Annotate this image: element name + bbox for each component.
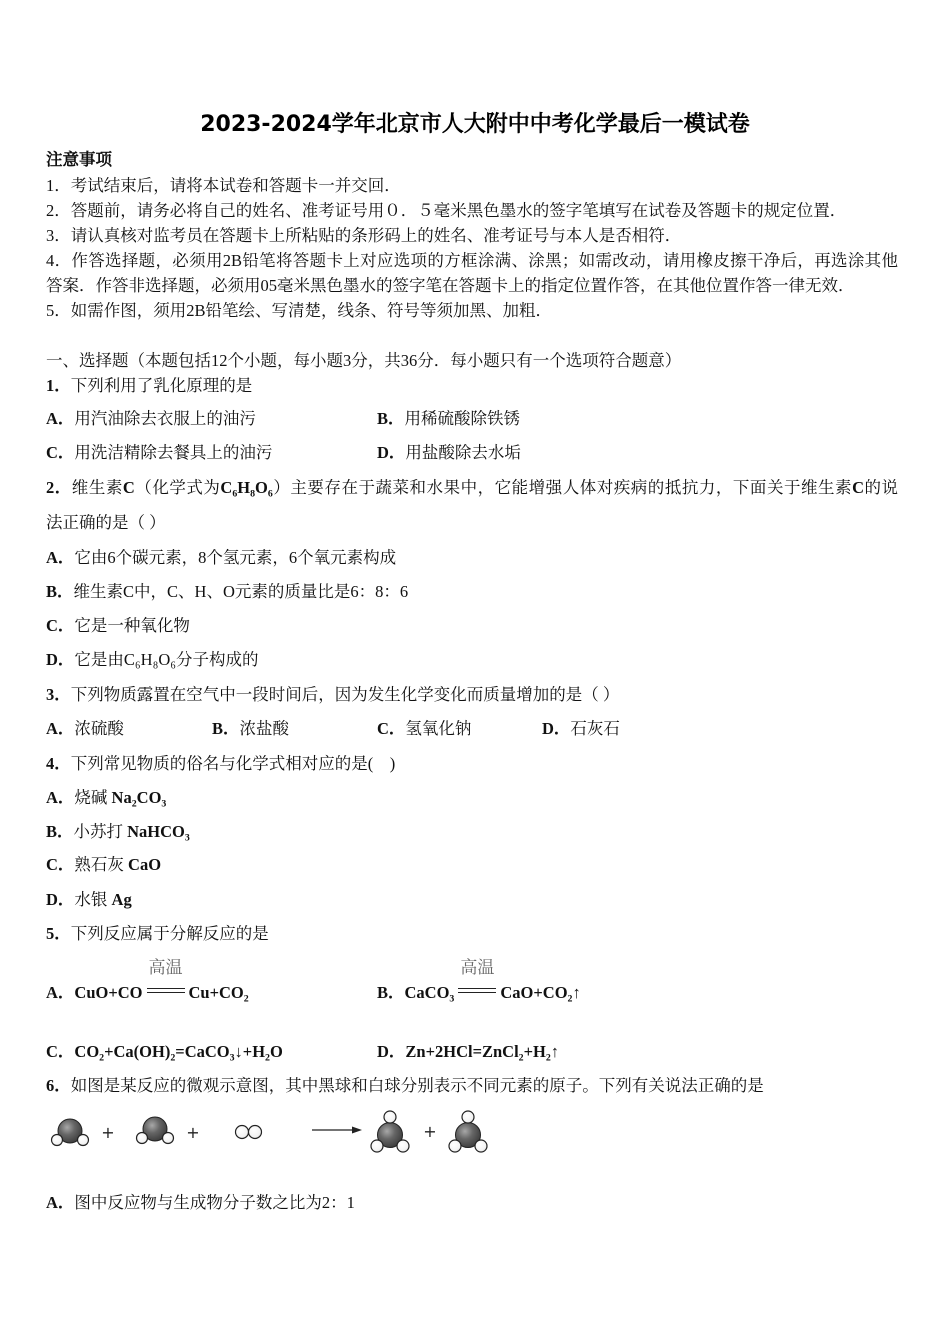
- option-label: A．: [46, 788, 75, 807]
- exam-title: 2023-2024学年北京市人大附中中考化学最后一模试卷: [200, 112, 750, 137]
- chemical-formula: CaO: [128, 855, 162, 874]
- option-text: 用汽油除去衣服上的油污: [74, 409, 256, 428]
- arrow-head: [352, 1127, 362, 1134]
- option-text: 图中反应物与生成物分子数之比为2：1: [74, 1193, 355, 1212]
- question-4-option-a: [46, 788, 166, 808]
- question-1-options-row-1: [46, 409, 898, 429]
- stem-part-latin: C: [122, 478, 135, 497]
- question-stem-text: 下列常见物质的俗名与化学式相对应的是( ): [70, 754, 396, 773]
- plus-sign: +: [101, 1123, 115, 1142]
- option-text: 它是一种氧化物: [74, 616, 190, 635]
- question-1-option-a: [46, 409, 256, 429]
- question-2-stem-line-1: [46, 478, 898, 498]
- chemical-equation: Zn+2HCl=ZnCl₂+H₂↑: [405, 1042, 560, 1061]
- white-atom: [249, 1126, 262, 1139]
- reactant-molecule-3: [236, 1126, 262, 1139]
- question-1-stem: [46, 376, 252, 396]
- chemical-equation: CO₂+Ca(OH)₂=CaCO₃↓+H₂O: [74, 1042, 283, 1061]
- option-label: C．: [46, 616, 75, 635]
- white-atom: [163, 1133, 174, 1144]
- question-6-option-a: [46, 1193, 355, 1213]
- condition-text: 高温: [148, 958, 183, 978]
- option-label: B．: [377, 409, 405, 428]
- reactants: CuO+CO: [74, 983, 143, 1002]
- option-text: 用洗洁精除去餐具上的油污: [74, 443, 273, 462]
- option-text: 烧碱: [74, 788, 112, 807]
- reaction-micro-diagram: [0, 1100, 520, 1160]
- chemical-formula: NaHCO₃: [127, 822, 190, 841]
- stem-part: ）主要存在于蔬菜和水果中，它能增强人体对疾病的抵抗力，下面关于维生素: [272, 478, 853, 497]
- product-molecule-1: [371, 1111, 409, 1152]
- option-text: 它是由C₆H₈O₆分子构成的: [74, 650, 259, 669]
- question-stem-text: 下列利用了乳化原理的是: [70, 376, 253, 395]
- section-heading: 一、选择题（本题包括12个小题，每小题3分，共36分．每小题只有一个选项符合题意）: [46, 351, 682, 370]
- question-number: 6．: [46, 1076, 71, 1095]
- white-atom: [52, 1135, 63, 1146]
- option-label: D．: [46, 650, 75, 669]
- option-text: 水银: [74, 890, 112, 909]
- reaction-condition: [458, 958, 496, 1003]
- question-stem-text: 如图是某反应的微观示意图，其中黑球和白球分别表示不同元素的原子。下列有关说法正确的是: [70, 1076, 764, 1095]
- question-1-option-c: [46, 443, 272, 463]
- option-label: C．: [46, 443, 75, 462]
- reactant-molecule-2: [137, 1117, 174, 1144]
- products: Cu+CO₂: [188, 983, 249, 1002]
- notice-line-1: 1．考试结束后，请将本试卷和答题卡一并交回．: [46, 176, 401, 195]
- question-5-options-row-1: [46, 958, 898, 1003]
- question-stem-text: 下列物质露置在空气中一段时间后，因为发生化学变化而质量增加的是（ ）: [70, 685, 620, 704]
- question-4-option-d: [46, 890, 132, 910]
- white-atom: [371, 1140, 383, 1152]
- option-label: B．: [212, 719, 240, 738]
- white-atom: [449, 1140, 461, 1152]
- option-label: D．: [542, 719, 571, 738]
- option-text: 用稀硫酸除铁锈: [404, 409, 521, 428]
- option-label: D．: [377, 443, 406, 462]
- question-number: 2．: [46, 478, 72, 497]
- question-5-option-b: [377, 958, 581, 1003]
- notice-heading: 注意事项: [46, 150, 112, 169]
- condition-text: 高温: [460, 958, 495, 978]
- option-label: D．: [46, 890, 75, 909]
- white-atom: [137, 1133, 148, 1144]
- question-2-option-d: [46, 650, 259, 670]
- question-2-option-b: [46, 582, 408, 602]
- question-3-options-row: [46, 719, 898, 739]
- plus-sign: +: [423, 1122, 437, 1141]
- question-5-options-row-2: [46, 1042, 898, 1062]
- question-5-stem: [46, 924, 269, 944]
- stem-part: （化学式为: [134, 478, 221, 497]
- stem-part: 的说: [863, 478, 899, 497]
- question-3-stem: [46, 685, 619, 705]
- question-4-option-c: [46, 855, 161, 875]
- white-atom: [397, 1140, 409, 1152]
- option-label: D．: [377, 1042, 406, 1061]
- option-label: C．: [377, 719, 406, 738]
- white-atom: [236, 1126, 249, 1139]
- question-2-option-c: [46, 616, 190, 636]
- option-label: A．: [46, 1193, 75, 1212]
- question-3-option-d: [542, 719, 620, 739]
- reaction-condition: [147, 958, 185, 1003]
- white-atom: [462, 1111, 474, 1123]
- reactant-molecule-1: [52, 1119, 89, 1146]
- question-4-stem: [46, 754, 395, 774]
- question-6-stem: [46, 1076, 764, 1096]
- option-label: B．: [46, 822, 74, 841]
- option-label: A．: [46, 983, 75, 1002]
- chemical-formula: Ag: [111, 890, 132, 909]
- question-3-option-a: [46, 719, 124, 739]
- question-5-option-c: [46, 1042, 283, 1062]
- option-text: 浓盐酸: [239, 719, 290, 738]
- option-text: 熟石灰: [74, 855, 129, 874]
- option-label: C．: [46, 1042, 75, 1061]
- option-label: B．: [377, 983, 405, 1002]
- notice-line-2: 2．答题前，请务必将自己的姓名、准考证号用０．５毫米黑色墨水的签字笔填写在试卷及答题卡的规定位置．: [46, 201, 847, 220]
- question-1-option-d: [377, 443, 521, 463]
- question-5-option-a: [46, 958, 249, 1003]
- question-5-option-d: [377, 1042, 559, 1062]
- question-2-stem-line-2: 法正确的是（ ）: [46, 513, 166, 532]
- option-label: A．: [46, 409, 75, 428]
- chemical-formula: Na₂CO₃: [111, 788, 167, 807]
- chemical-formula: C₆H₈O₆: [220, 478, 273, 497]
- notice-line-4-continued: 答案．作答非选择题，必须用05毫米黑色墨水的签字笔在答题卡上的指定位置作答，在其他位置作答一律无效．: [46, 276, 855, 295]
- option-text: 浓硫酸: [74, 719, 124, 738]
- double-equals-line: [147, 988, 185, 993]
- question-2-option-a: [46, 548, 396, 568]
- question-3-option-c: [377, 719, 471, 739]
- option-text: 维生素C中，C、H、O元素的质量比是6：8：6: [73, 582, 409, 601]
- reaction-arrow: [312, 1127, 362, 1134]
- white-atom: [475, 1140, 487, 1152]
- question-1-option-b: [377, 409, 520, 429]
- product-molecule-2: [449, 1111, 487, 1152]
- question-number: 1．: [46, 376, 71, 395]
- question-number: 5．: [46, 924, 71, 943]
- option-label: C．: [46, 855, 75, 874]
- question-3-option-b: [212, 719, 289, 739]
- option-label: B．: [46, 582, 74, 601]
- question-4-option-b: [46, 822, 190, 842]
- notice-line-5: 5．如需作图，须用2B铅笔绘、写清楚，线条、符号等须加黑、加粗．: [46, 301, 553, 320]
- option-text: 小苏打: [73, 822, 128, 841]
- white-atom: [384, 1111, 396, 1123]
- stem-part: 维生素: [71, 478, 123, 497]
- notice-line-3: 3．请认真核对监考员在答题卡上所粘贴的条形码上的姓名、准考证号与本人是否相符．: [46, 226, 682, 245]
- reactants: CaCO₃: [404, 983, 455, 1002]
- question-1-options-row-2: [46, 443, 898, 463]
- white-atom: [78, 1135, 89, 1146]
- option-label: A．: [46, 548, 75, 567]
- question-stem-text: 下列反应属于分解反应的是: [70, 924, 269, 943]
- double-equals-line: [458, 988, 496, 993]
- products: CaO+CO₂↑: [500, 983, 581, 1002]
- question-number: 4．: [46, 754, 71, 773]
- plus-sign: +: [186, 1123, 200, 1142]
- option-text: 石灰石: [570, 719, 620, 738]
- question-number: 3．: [46, 685, 71, 704]
- notice-line-4: 4．作答选择题，必须用2B铅笔将答题卡上对应选项的方框涂满、涂黑；如需改动，请用橡皮擦干净后，再选涂其他: [46, 251, 898, 270]
- option-text: 氢氧化钠: [405, 719, 472, 738]
- stem-part-latin: C: [852, 478, 864, 497]
- option-text: 它由6个碳元素，8个氢元素，6个氧元素构成: [74, 548, 397, 567]
- option-text: 用盐酸除去水垢: [405, 443, 521, 462]
- option-label: A．: [46, 719, 75, 738]
